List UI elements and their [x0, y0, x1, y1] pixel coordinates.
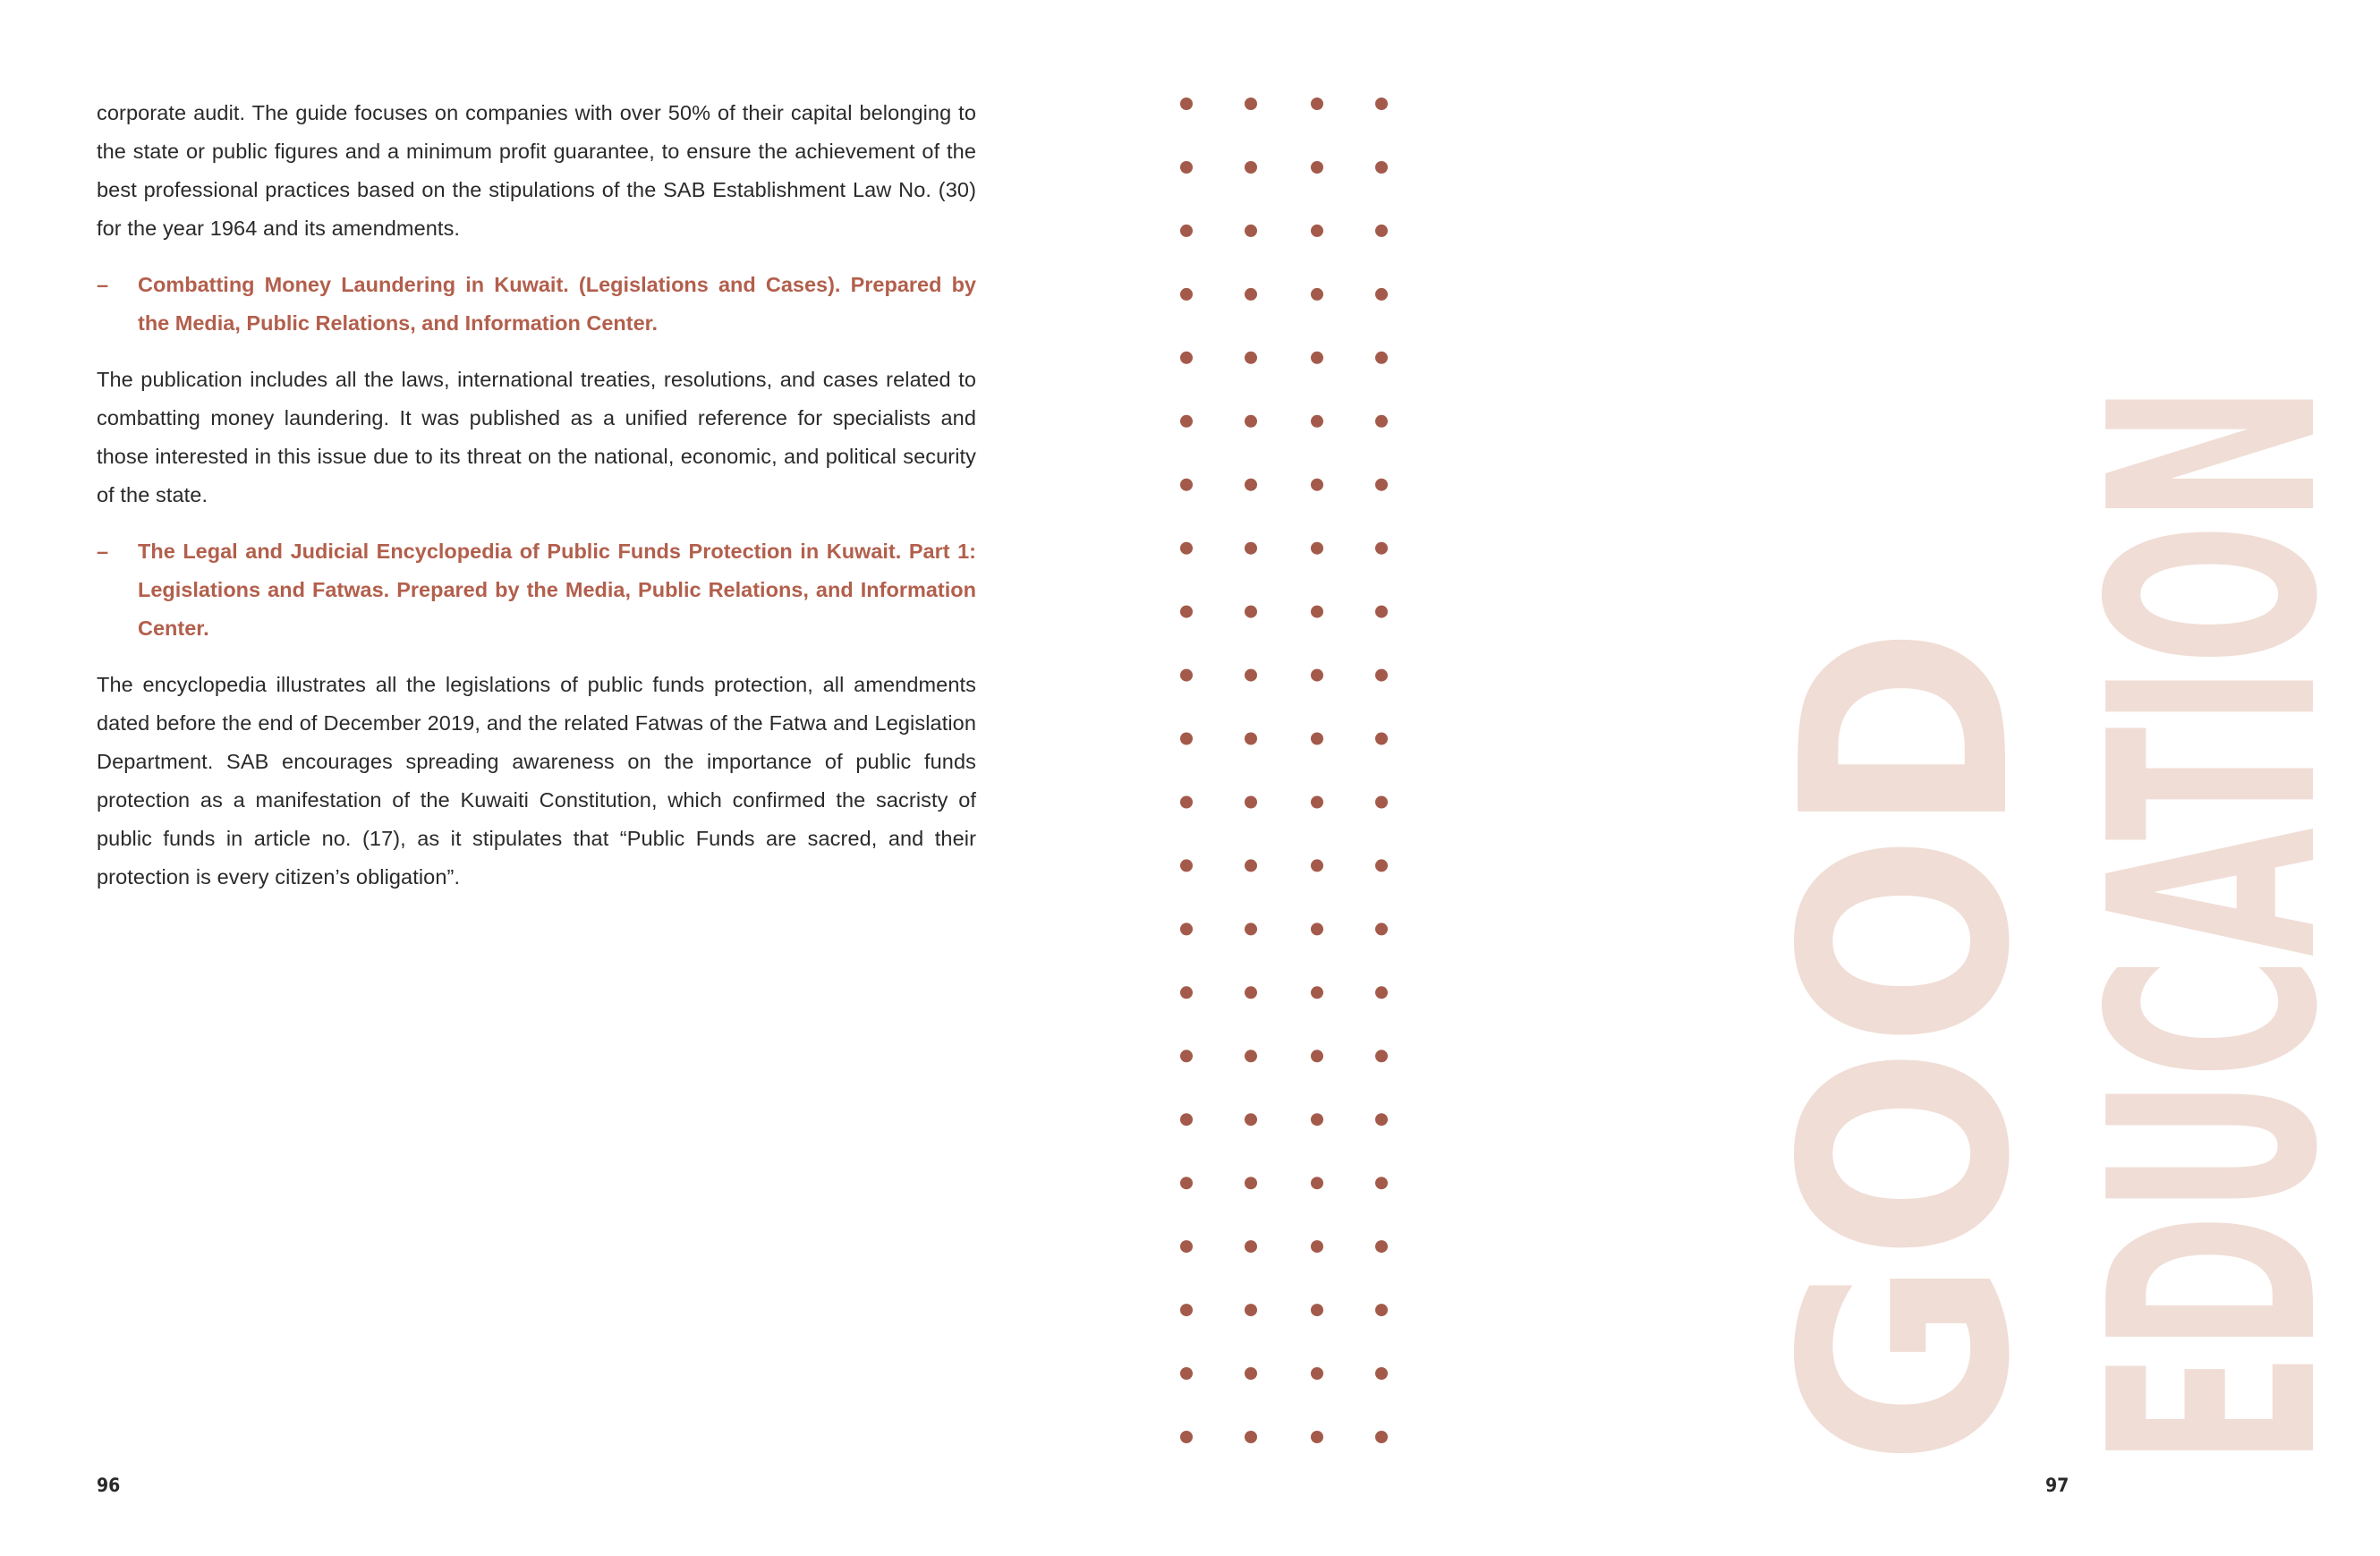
right-page [1070, 0, 2380, 1556]
bullet-title: Combatting Money Laundering in Kuwait. (Legislations and Cases). Prepared by the Media, Public Relations, and Information Center. [138, 273, 976, 335]
grid-dot [1245, 1304, 1257, 1316]
grid-dot [1311, 859, 1323, 872]
grid-dot [1245, 1050, 1257, 1062]
grid-dot [1311, 352, 1323, 364]
grid-dot [1311, 733, 1323, 745]
grid-dot [1311, 542, 1323, 555]
grid-dot [1375, 1050, 1388, 1062]
grid-dot [1311, 923, 1323, 935]
grid-dot [1245, 1367, 1257, 1380]
grid-dot [1311, 986, 1323, 999]
grid-dot [1311, 1431, 1323, 1443]
grid-dot [1375, 479, 1388, 491]
grid-dot [1375, 1431, 1388, 1443]
grid-dot [1311, 415, 1323, 428]
grid-dot [1311, 225, 1323, 237]
grid-dot [1375, 1113, 1388, 1126]
grid-dot [1375, 288, 1388, 301]
grid-dot [1245, 733, 1257, 745]
grid-dot [1245, 1177, 1257, 1189]
grid-dot [1180, 352, 1193, 364]
grid-dot [1180, 1431, 1193, 1443]
grid-dot [1245, 479, 1257, 491]
grid-dot [1180, 479, 1193, 491]
grid-dot [1375, 669, 1388, 682]
grid-dot [1311, 479, 1323, 491]
grid-dot [1180, 225, 1193, 237]
grid-dot [1180, 161, 1193, 174]
page-number-left: 96 [97, 1475, 121, 1496]
grid-dot [1180, 98, 1193, 110]
grid-dot [1375, 352, 1388, 364]
education-word: EDUCATION [2049, 384, 2380, 1466]
grid-dot [1180, 1304, 1193, 1316]
grid-dot [1245, 1113, 1257, 1126]
text-column [97, 94, 976, 914]
grid-dot [1245, 161, 1257, 174]
grid-dot [1245, 986, 1257, 999]
grid-dot [1311, 1304, 1323, 1316]
grid-dot [1311, 1177, 1323, 1189]
grid-dot [1180, 1240, 1193, 1253]
grid-dot [1180, 415, 1193, 428]
grid-dot [1180, 542, 1193, 555]
grid-dot [1245, 796, 1257, 809]
grid-dot [1245, 1240, 1257, 1253]
grid-dot [1311, 606, 1323, 618]
paragraph-encyclopedia: The encyclopedia illustrates all the legislations of public funds protection, all amendments dated before the end of December 2019, and the related Fatwas of the Fatwa and Legislation Department. SAB encourages spreading awareness on the importance of public funds protection as a manifestation of the Kuwaiti Constitution, which confirmed the sacristy of public funds in article no. (17), as it stipulates that “Public Funds are sacred, and their protection is every citizen’s obligation”. [97, 673, 976, 889]
grid-dot [1245, 415, 1257, 428]
grid-dot [1311, 1050, 1323, 1062]
grid-dot [1180, 733, 1193, 745]
grid-dot [1180, 606, 1193, 618]
grid-dot [1180, 986, 1193, 999]
grid-dot [1180, 669, 1193, 682]
grid-dot [1375, 796, 1388, 809]
grid-dot [1245, 542, 1257, 555]
grid-dot [1311, 1240, 1323, 1253]
grid-dot [1375, 606, 1388, 618]
grid-dot [1375, 923, 1388, 935]
bullet-title: The Legal and Judicial Encyclopedia of Public Funds Protection in Kuwait. Part 1: Legislations and Fatwas. Prepared by the Media, Public Relations, and Information Center. [138, 540, 976, 640]
grid-dot [1245, 1431, 1257, 1443]
grid-dot [1245, 669, 1257, 682]
grid-dot [1375, 225, 1388, 237]
page-number-right: 97 [2045, 1475, 2070, 1496]
grid-dot [1375, 542, 1388, 555]
grid-dot [1311, 98, 1323, 110]
grid-dot [1375, 161, 1388, 174]
grid-dot [1180, 1113, 1193, 1126]
grid-dot [1245, 606, 1257, 618]
grid-dot [1180, 1177, 1193, 1189]
grid-dot [1180, 796, 1193, 809]
grid-dot [1180, 288, 1193, 301]
grid-dot [1375, 1240, 1388, 1253]
bullet-money-laundering [97, 266, 976, 343]
grid-dot [1311, 288, 1323, 301]
grid-dot [1311, 1113, 1323, 1126]
paragraph-corporate-audit: corporate audit. The guide focuses on companies with over 50% of their capital belonging to the state or public figures and a minimum profit guarantee, to ensure the achievement of the best professional practices based on the stipulations of the SAB Establishment Law No. (30) for the year 1964 and its amendments. [97, 101, 976, 240]
paragraph-publication: The publication includes all the laws, international treaties, resolutions, and cases related to combatting money laundering. It was published as a unified reference for specialists and those interested in this issue due to its threat on the national, economic, and political security of the state. [97, 368, 976, 506]
grid-dot [1180, 859, 1193, 872]
dot-grid [1070, 0, 1428, 1556]
grid-dot [1180, 923, 1193, 935]
left-page [0, 0, 1070, 1556]
grid-dot [1375, 98, 1388, 110]
grid-dot [1375, 1304, 1388, 1316]
bullet-dash: – [97, 273, 109, 296]
grid-dot [1245, 225, 1257, 237]
grid-dot [1245, 352, 1257, 364]
grid-dot [1375, 415, 1388, 428]
grid-dot [1245, 98, 1257, 110]
grid-dot [1311, 796, 1323, 809]
grid-dot [1375, 1367, 1388, 1380]
grid-dot [1245, 859, 1257, 872]
grid-dot [1311, 161, 1323, 174]
grid-dot [1180, 1050, 1193, 1062]
grid-dot [1375, 1177, 1388, 1189]
grid-dot [1245, 923, 1257, 935]
grid-dot [1180, 1367, 1193, 1380]
good-word: GOOD [1741, 626, 2072, 1466]
grid-dot [1311, 669, 1323, 682]
grid-dot [1375, 986, 1388, 999]
grid-dot [1375, 733, 1388, 745]
grid-dot [1245, 288, 1257, 301]
bullet-dash: – [97, 540, 109, 563]
grid-dot [1375, 859, 1388, 872]
grid-dot [1311, 1367, 1323, 1380]
bullet-encyclopedia [97, 532, 976, 648]
